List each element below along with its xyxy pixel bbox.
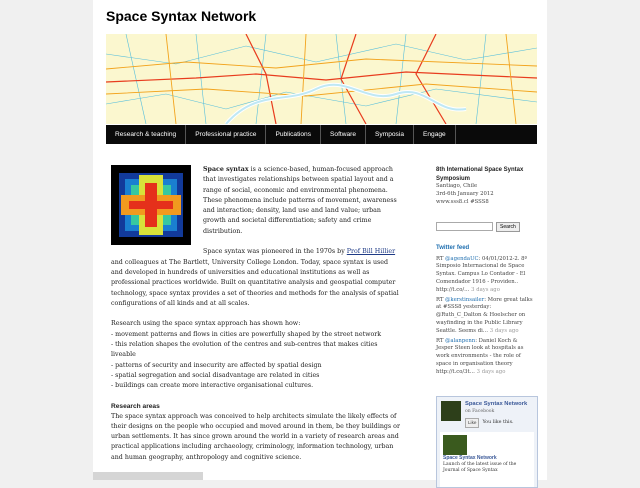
nav-engage[interactable]: Engage (414, 125, 456, 144)
tweet (436, 297, 536, 336)
tweet (436, 256, 536, 295)
tweet-text: : 04/01/2012-2. 8º Simposio Internacional de Space Syntax. Campus Lo Contador - El Comendador 1916 - Providen.. http://t.co/… (436, 255, 527, 293)
research-areas-heading: Research areas (111, 402, 160, 410)
tweet-text: : More great talks at #SSS8 yesterday: @Ruth_C_Dalton & Hoelscher on wayfinding in the Public Library Seattle. Seems di… (436, 296, 533, 334)
history-text-pre: Space syntax was pioneered in the 1970s by (203, 248, 347, 256)
tweet-prefix: RT (436, 337, 446, 344)
street-network-map-image (106, 34, 537, 124)
search-input[interactable] (436, 222, 493, 231)
sidebar (436, 166, 536, 473)
list-item: - patterns of security and insecurity are affected by spatial design (111, 361, 322, 369)
list-item: - movement patterns and flows in cities are powerfully shaped by the street network (111, 330, 382, 338)
twitter-feed-title: Twitter feed (436, 245, 470, 251)
page-container (93, 0, 547, 480)
space-syntax-term: Space syntax (203, 166, 249, 173)
nav-symposia[interactable]: Symposia (366, 125, 414, 144)
bill-hillier-link[interactable]: Prof Bill Hillier (346, 248, 396, 256)
list-item: - spatial segregation and social disadvantage are related in cities (111, 371, 320, 379)
twitter-feed (436, 244, 536, 379)
symposium-dates: 3rd-6th January 2012 (436, 190, 494, 197)
facebook-header (437, 397, 537, 432)
tweet (436, 338, 536, 377)
nav-publications[interactable]: Publications (266, 125, 321, 144)
main-content (111, 165, 401, 473)
nav-research-teaching[interactable]: Research & teaching (106, 125, 186, 144)
main-navigation (106, 125, 537, 144)
symposium-title[interactable]: 8th International Space Syntax Symposium (436, 167, 524, 182)
research-areas-paragraph: The space syntax approach was conceived to help architects simulate the likely effects of their designs on the people who occupied and moved around in them, be they buildings or urban settlements. It has since grown around the world in a variety of research areas and practical applications including archaeology, criminology, information technology, urban and human geography, anthropology and cognitive science. (111, 412, 400, 461)
header-banner-map (106, 34, 537, 124)
history-paragraph (111, 247, 401, 309)
nav-software[interactable]: Software (321, 125, 366, 144)
like-status-text: You like this. (482, 419, 514, 425)
symposium-place: Santiago, Chile (436, 183, 478, 190)
list-item: - this relation shapes the evolution of the centres and sub-centres that makes cities liveable (111, 341, 378, 359)
page-logo-image[interactable] (441, 401, 461, 421)
post-text: Launch of the latest issue of the Journal of Space Syntax (443, 462, 517, 473)
tweet-prefix: RT (436, 296, 446, 303)
site-title[interactable]: Space Syntax Network (106, 8, 257, 24)
on-facebook-label: on Facebook (465, 409, 495, 414)
space-syntax-analysis-image (111, 165, 191, 245)
tweet-handle-link[interactable]: @alanpenn (445, 337, 476, 344)
intro-text: is a science-based, human-focused approach that investigates relationships between spatial layout and a range of social, economic and environmental phenomena. These phenomena include patterns of movement, awareness and interaction; density, land use and land value; urban growth and societal differentiation; safety and crime distribution. (203, 166, 397, 235)
horizontal-scrollbar[interactable] (93, 472, 203, 480)
tweet-time[interactable]: 3 days ago (489, 327, 519, 334)
tweet-handle-link[interactable]: @kerstinsailer (445, 296, 485, 303)
tweet-time[interactable]: 3 days ago (476, 368, 506, 375)
tweet-prefix: RT (436, 255, 446, 262)
like-row (465, 418, 527, 428)
list-item: - buildings can create more interactive organisational cultures. (111, 382, 314, 390)
symposium-url: www.sss8.cl #SSS8 (436, 198, 489, 205)
nav-professional-practice[interactable]: Professional practice (186, 125, 266, 144)
tweet-handle-link[interactable]: @agendaUC (445, 255, 479, 262)
search-form (436, 222, 520, 232)
post-author[interactable]: Space Syntax Network (443, 454, 497, 461)
facebook-like-box (436, 396, 538, 488)
tweet-text: : Daniel Koch & Jesper Steen look at hospitals as work environments - the role of space in organisation theory http://t.co/3t… (436, 337, 524, 375)
search-button[interactable]: Search (496, 222, 520, 232)
post-avatar-image[interactable] (443, 435, 467, 455)
like-button[interactable]: Like (465, 418, 479, 428)
tweet-time[interactable]: 3 days ago (471, 286, 500, 293)
history-text-post: and colleagues at The Bartlett, University College London. Today, space syntax is used and developed in hundreds of universities and educational institutions as well as professional practices worldwide. Built on quantitative analysis and geospatial computer technology, space syntax provides a set of theories and methods for the analysis of spatial configurations of all kinds and at all scales. (111, 258, 399, 307)
research-intro: Research using the space syntax approach has shown how: (111, 320, 301, 328)
facebook-page-name[interactable]: Space Syntax Network (465, 401, 528, 407)
findings-list (111, 330, 401, 392)
